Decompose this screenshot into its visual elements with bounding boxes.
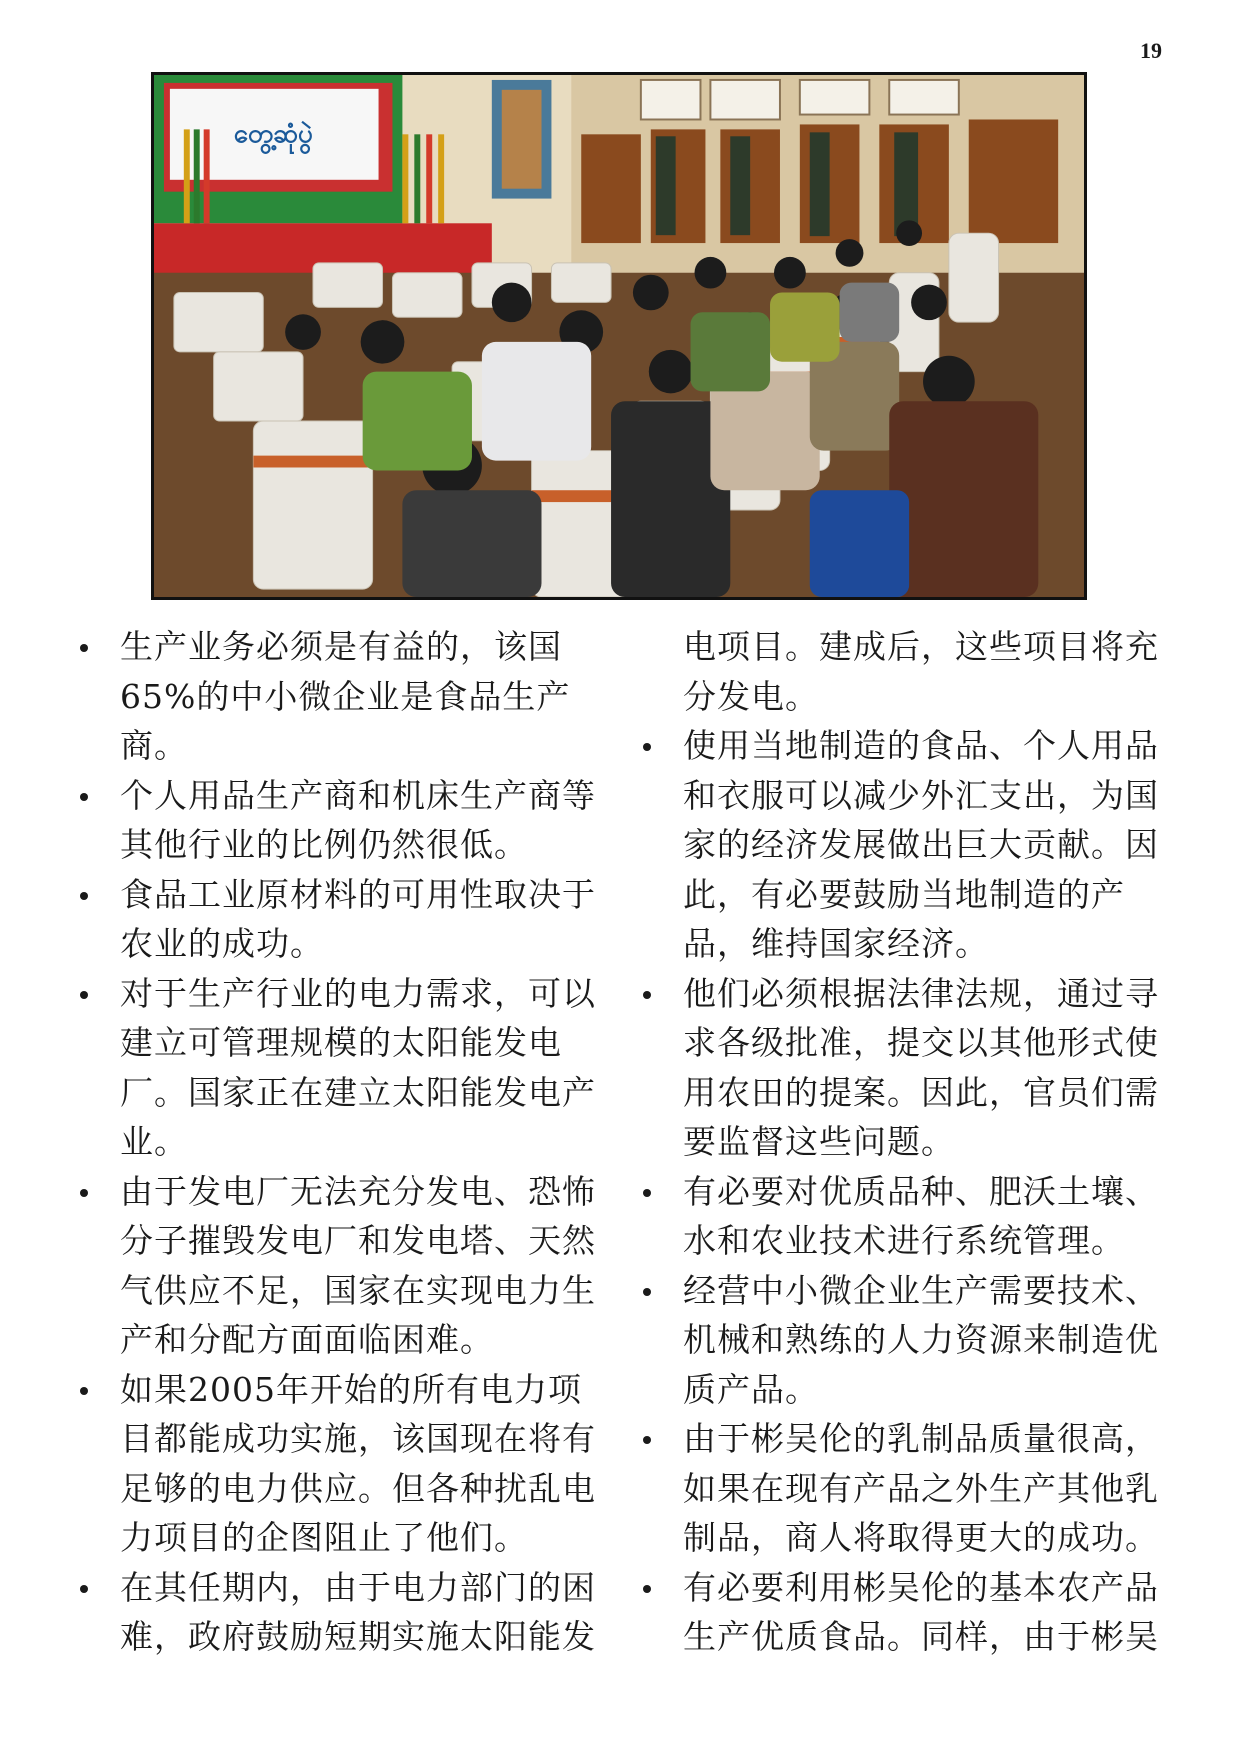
list-item-text: 在其任期内，由于电力部门的困难，政府鼓励短期实施太阳能发 [120,1567,596,1656]
bullet-icon [80,644,88,652]
list-item-text: 食品工业原材料的可用性取决于农业的成功。 [120,874,596,963]
list-item-text: 如果2005年开始的所有电力项目都能成功实施，该国现在将有足够的电力供应。但各种扰乱电力项目的企图阻止了他们。 [120,1369,596,1557]
list-item [74,969,601,1167]
list-item [637,1414,1164,1563]
bullet-icon [643,1436,651,1444]
bullet-icon [643,1189,651,1197]
list-item [74,870,601,969]
list-item [74,1563,601,1662]
bullet-icon [80,1387,88,1395]
bullet-icon [643,1585,651,1593]
bullet-icon [80,793,88,801]
list-item [74,622,601,771]
list-item [637,721,1164,969]
list-item-text: 使用当地制造的食品、个人用品和衣服可以减少外汇支出，为国家的经济发展做出巨大贡献。因此，有必要鼓励当地制造的产品，维持国家经济。 [683,726,1159,963]
right-bullet-list [637,622,1164,1662]
list-item-text: 生产业务必须是有益的，该国65%的中小微企业是食品生产商。 [120,627,571,765]
bullet-icon [80,1189,88,1197]
list-item [637,1563,1164,1662]
banner-text: တွေ့ဆုံပွဲ [233,119,313,150]
list-item-text: 个人用品生产商和机床生产商等其他行业的比例仍然很低。 [120,775,596,864]
bullet-icon [643,743,651,751]
list-item-text: 电项目。建成后，这些项目将充分发电。 [683,627,1159,716]
list-item-continued [637,622,1164,721]
meeting-photo-illustration [154,75,1084,597]
meeting-photo [151,72,1087,600]
list-item-text: 对于生产行业的电力需求，可以建立可管理规模的太阳能发电厂。国家正在建立太阳能发电产业。 [120,973,596,1161]
bullet-icon [80,1585,88,1593]
list-item [74,1167,601,1365]
list-item-text: 由于发电厂无法充分发电、恐怖分子摧毁发电厂和发电塔、天然气供应不足，国家在实现电力生产和分配方面面临困难。 [120,1171,596,1359]
list-item [637,969,1164,1167]
right-column [637,622,1164,1662]
list-item [637,1167,1164,1266]
bullet-icon [80,892,88,900]
list-item-text: 经营中小微企业生产需要技术、机械和熟练的人力资源来制造优质产品。 [683,1270,1159,1409]
list-item [637,1266,1164,1415]
bullet-icon [643,991,651,999]
list-item-text: 他们必须根据法律法规，通过寻求各级批准，提交以其他形式使用农田的提案。因此，官员们需要监督这些问题。 [683,973,1159,1161]
list-item [74,771,601,870]
list-item-text: 由于彬吴伦的乳制品质量很高，如果在现有产品之外生产其他乳制品，商人将取得更大的成功。 [683,1419,1159,1557]
left-bullet-list [74,622,601,1662]
bullet-icon [643,1288,651,1296]
left-column [74,622,601,1662]
page-number: 19 [1140,38,1162,63]
list-item-text: 有必要对优质品种、肥沃土壤、水和农业技术进行系统管理。 [683,1171,1159,1260]
list-item [74,1365,601,1563]
list-item-text: 有必要利用彬吴伦的基本农产品生产优质食品。同样，由于彬吴 [683,1567,1159,1656]
text-columns [74,622,1164,1662]
bullet-icon [80,991,88,999]
